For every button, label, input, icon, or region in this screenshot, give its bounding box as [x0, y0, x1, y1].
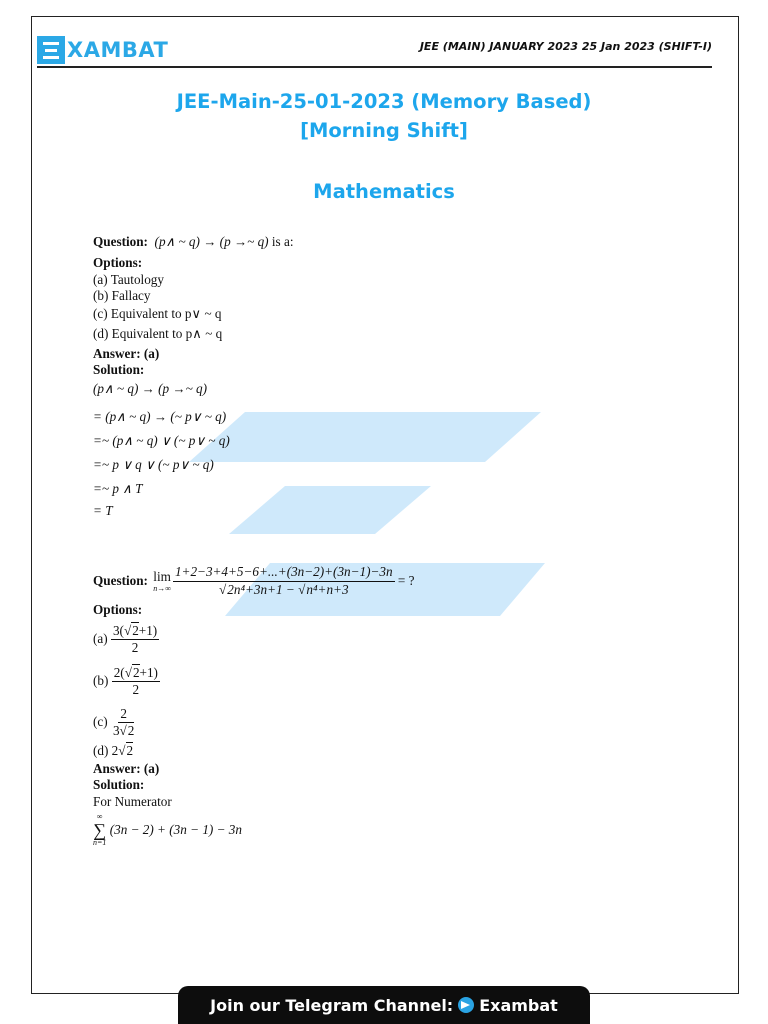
q2-label: Question:: [93, 572, 148, 588]
q2-solution-label: Solution:: [93, 777, 145, 792]
q2-den-b: n⁴+n+3: [306, 581, 349, 597]
telegram-channel-name: Exambat: [479, 995, 558, 1015]
q1-answer: Answer: (a): [93, 345, 160, 361]
q2-answer: Answer: (a): [93, 760, 160, 776]
q2-den-mid: −: [282, 581, 299, 597]
question-2: [93, 564, 415, 848]
q1-step-6: = T: [93, 502, 113, 518]
q2-options-label: Options:: [93, 602, 143, 617]
q2-opt-c-num: 2: [118, 706, 129, 724]
q2-option-b: (b) $\frac{2(√2+1)}{2}$: [93, 664, 158, 697]
q2-opt-c-label: (c): [93, 714, 108, 730]
q1-solution-label: Solution:: [93, 362, 145, 377]
q2-opt-a-sqrt: 2: [132, 622, 139, 638]
q2-opt-b-pre: 2(: [113, 664, 125, 680]
q2-sum-bottom: n=1: [93, 838, 107, 847]
q2-sum-expr: (3n − 2) + (3n − 1) − 3n: [109, 821, 242, 837]
sigma-symbol: ∞ ∑ n=1: [93, 812, 107, 847]
subject-title: Mathematics: [313, 180, 455, 203]
q2-option-c: (c) $\frac{2}{3√2}$: [93, 705, 135, 738]
q2-opt-a-pre: 3(: [112, 622, 124, 638]
q2-opt-c-den-sqrt: 2: [127, 723, 135, 738]
question-1: [93, 234, 294, 519]
telegram-icon: [458, 997, 474, 1013]
q2-opt-a-den: 2: [131, 640, 139, 655]
q2-opt-a-label: (a): [93, 631, 108, 647]
exam-label: JEE (MAIN) JANUARY 2023 25 Jan 2023 (SHIFT-I): [419, 40, 712, 53]
telegram-text: Join our Telegram Channel:: [210, 995, 454, 1015]
q2-option-a: (a) $\frac{3(√2+1)}{2}$: [93, 622, 158, 655]
q1-option-a: (a) Tautology: [93, 271, 164, 287]
q2-opt-b-den: 2: [132, 682, 140, 697]
q1-option-d: (d) Equivalent to p∧ ~ q: [93, 326, 223, 341]
q1-suffix: is a:: [271, 234, 294, 249]
q2-tail: = ?: [397, 572, 415, 588]
q1-expr: (p∧ ~ q) → (p →~ q): [154, 234, 269, 249]
q2-opt-a-post: +1): [138, 622, 158, 638]
q2-for-numerator: For Numerator: [93, 793, 172, 809]
q1-options-label: Options:: [93, 255, 143, 270]
q2-fraction: [173, 564, 395, 598]
q1-step-3: =~ (p∧ ~ q) ∨ (~ p∨ ~ q): [93, 432, 230, 448]
q2-numerator: 1+2−3+4+5−6+...+(3n−2)+(3n−1)−3n: [173, 564, 395, 582]
q2-denominator: √2n⁴+3n+1 − √n⁴+n+3: [219, 581, 349, 597]
q2-sum-top: ∞: [96, 812, 103, 821]
q2-opt-d-sqrt: 2: [126, 742, 134, 758]
q2-lim-sub: n→∞: [153, 584, 171, 594]
q2-opt-b-label: (b): [93, 673, 109, 689]
q1-step-5: =~ p ∧ T: [93, 480, 143, 496]
telegram-banner[interactable]: [178, 986, 590, 1024]
q1-option-c: (c) Equivalent to p∨ ~ q: [93, 305, 222, 321]
q1-step-1: (p∧ ~ q) → (p →~ q): [93, 380, 208, 396]
q1-step-2: = (p∧ ~ q) → (~ p∨ ~ q): [93, 408, 227, 424]
q2-opt-b-post: +1): [139, 664, 158, 680]
page-subtitle: [Morning Shift]: [300, 119, 468, 142]
q2-lim-text: lim: [153, 568, 171, 584]
q2-opt-c-den-pre: 3: [112, 723, 120, 738]
q2-limit: [153, 569, 171, 594]
q1-option-b: (b) Fallacy: [93, 288, 151, 303]
q2-den-a: 2n⁴+3n+1: [227, 581, 283, 597]
q2-option-d: (d) 2√2: [93, 742, 134, 758]
q2-opt-b-sqrt: 2: [132, 664, 140, 680]
q2-sum: [93, 812, 415, 848]
page-title: JEE-Main-25-01-2023 (Memory Based): [176, 90, 592, 113]
q1-label: Question:: [93, 234, 148, 249]
q2-opt-d-label: (d) 2: [93, 742, 119, 758]
q1-step-4: =~ p ∨ q ∨ (~ p∨ ~ q): [93, 456, 214, 472]
logo-text: XAMBAT: [67, 38, 169, 62]
